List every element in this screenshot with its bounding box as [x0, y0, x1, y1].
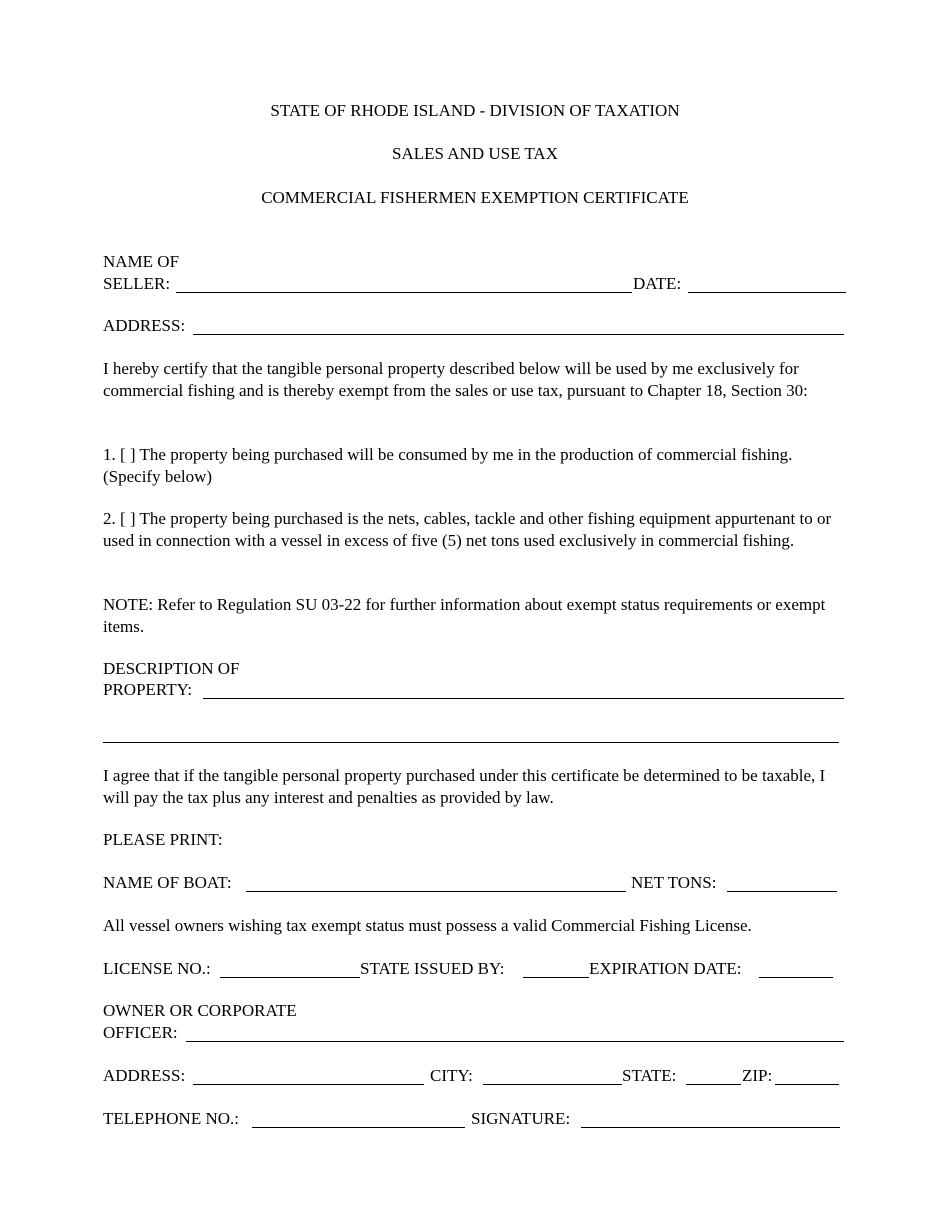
license-number-label: LICENSE NO.: [103, 959, 211, 978]
date-label: DATE: [633, 274, 682, 293]
form-title: COMMERCIAL FISHERMEN EXEMPTION CERTIFICATE [261, 188, 689, 207]
boat-name-field[interactable] [246, 891, 626, 892]
tax-type-heading: SALES AND USE TAX [392, 144, 558, 163]
zip-field[interactable] [775, 1084, 839, 1085]
state-issued-field[interactable] [523, 977, 589, 978]
seller-address-label: ADDRESS: [103, 316, 186, 335]
license-number-field[interactable] [220, 977, 360, 978]
telephone-field[interactable] [252, 1127, 465, 1128]
city-field[interactable] [483, 1084, 622, 1085]
description-field-line1[interactable] [203, 698, 844, 699]
agreement-text: I agree that if the tangible personal property purchased under this certificate be determined to be taxable, I will pay the tax plus any interest and penalties as provided by law. [103, 766, 826, 807]
certification-text: I hereby certify that the tangible personal property described below will be used by me exclusively for commercial fishing and is thereby exempt from the sales or use tax, pursuant to Chapter 18, Section 30: [103, 359, 808, 400]
seller-address-field[interactable] [193, 334, 844, 335]
owner-address-field[interactable] [193, 1084, 424, 1085]
seller-name-label-line2: SELLER: [103, 274, 171, 293]
expiration-date-label: EXPIRATION DATE: [589, 959, 742, 978]
please-print-label: PLEASE PRINT: [103, 830, 223, 849]
owner-address-label: ADDRESS: [103, 1066, 186, 1085]
signature-label: SIGNATURE: [471, 1109, 571, 1128]
agency-heading: STATE OF RHODE ISLAND - DIVISION OF TAXATION [270, 101, 680, 120]
net-tons-label: NET TONS: [631, 873, 717, 892]
telephone-label: TELEPHONE NO.: [103, 1109, 239, 1128]
owner-label-line2: OFFICER: [103, 1023, 178, 1042]
city-label: CITY: [430, 1066, 473, 1085]
owner-name-field[interactable] [186, 1041, 844, 1042]
state-issued-label: STATE ISSUED BY: [360, 959, 505, 978]
expiration-date-field[interactable] [759, 977, 833, 978]
boat-name-label: NAME OF BOAT: [103, 873, 232, 892]
seller-name-field[interactable] [176, 292, 632, 293]
exemption-option-2: 2. [ ] The property being purchased is the nets, cables, tackle and other fishing equipment appurtenant to or used in connection with a vessel in excess of five (5) net tons used exclusively in commercial fishing. [103, 509, 832, 550]
description-label-line1: DESCRIPTION OF [103, 659, 240, 678]
seller-name-label-line1: NAME OF [103, 252, 180, 271]
license-notice: All vessel owners wishing tax exempt status must possess a valid Commercial Fishing License. [103, 916, 752, 935]
zip-label: ZIP: [742, 1066, 773, 1085]
date-field[interactable] [688, 292, 846, 293]
net-tons-field[interactable] [727, 891, 837, 892]
description-label-line2: PROPERTY: [103, 680, 193, 699]
regulation-note: NOTE: Refer to Regulation SU 03-22 for further information about exempt status requirements or exempt items. [103, 595, 826, 636]
owner-label-line1: OWNER OR CORPORATE [103, 1001, 297, 1020]
state-label: STATE: [622, 1066, 677, 1085]
exemption-option-1: 1. [ ] The property being purchased will be consumed by me in the production of commercial fishing. (Specify below) [103, 445, 793, 486]
state-field[interactable] [686, 1084, 741, 1085]
signature-field[interactable] [581, 1127, 840, 1128]
description-field-line2[interactable] [103, 742, 839, 743]
